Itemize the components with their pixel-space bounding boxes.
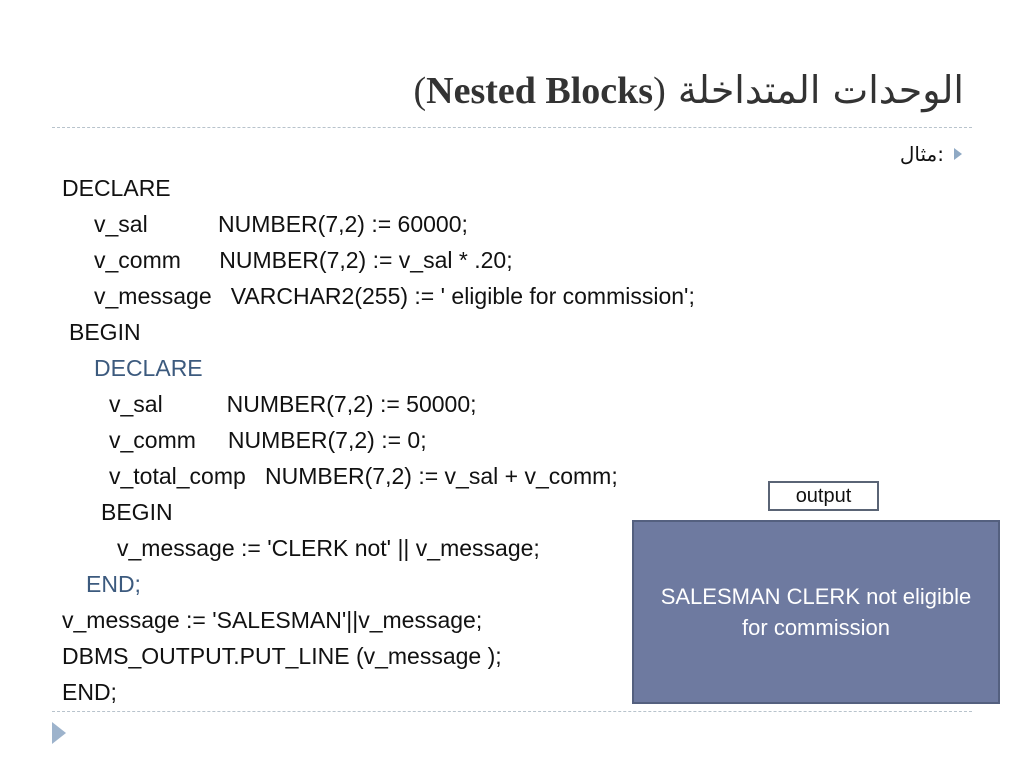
output-box bbox=[632, 520, 1000, 704]
code-line-8: v_comm NUMBER(7,2) := 0; bbox=[109, 427, 427, 453]
bottom-divider bbox=[52, 711, 972, 712]
code-line-5: BEGIN bbox=[69, 319, 141, 345]
code-line-4: v_message VARCHAR2(255) := ' eligible for commission'; bbox=[94, 283, 695, 309]
code-line-3: v_comm NUMBER(7,2) := v_sal * .20; bbox=[94, 247, 513, 273]
code-line-13: v_message := 'SALESMAN'||v_message; bbox=[62, 607, 483, 633]
output-label: output bbox=[768, 481, 879, 511]
code-line-11: v_message := 'CLERK not' || v_message; bbox=[117, 535, 540, 561]
code-line-6: DECLARE bbox=[94, 355, 203, 381]
code-line-10: BEGIN bbox=[101, 499, 173, 525]
output-text: SALESMAN CLERK not eligible for commission bbox=[660, 584, 972, 640]
top-divider bbox=[52, 127, 972, 128]
title-open-paren: ( bbox=[413, 70, 427, 112]
code-line-7: v_sal NUMBER(7,2) := 50000; bbox=[109, 391, 477, 417]
slide-title bbox=[414, 68, 965, 113]
code-line-12: END; bbox=[86, 571, 141, 597]
example-bullet bbox=[900, 142, 962, 166]
title-english: Nested Blocks bbox=[426, 70, 654, 112]
code-line-9: v_total_comp NUMBER(7,2) := v_sal + v_comm; bbox=[109, 463, 618, 489]
code-line-1: DECLARE bbox=[62, 175, 171, 201]
next-slide-arrow-icon[interactable] bbox=[52, 722, 66, 744]
title-arabic: الوحدات المتداخلة bbox=[677, 68, 964, 112]
code-line-2: v_sal NUMBER(7,2) := 60000; bbox=[94, 211, 468, 237]
bullet-triangle-icon bbox=[954, 148, 962, 160]
code-line-15: END; bbox=[62, 679, 117, 705]
example-label: مثال: bbox=[899, 142, 944, 166]
code-line-14: DBMS_OUTPUT.PUT_LINE (v_message ); bbox=[62, 643, 502, 669]
title-close-paren: ) bbox=[653, 70, 666, 112]
